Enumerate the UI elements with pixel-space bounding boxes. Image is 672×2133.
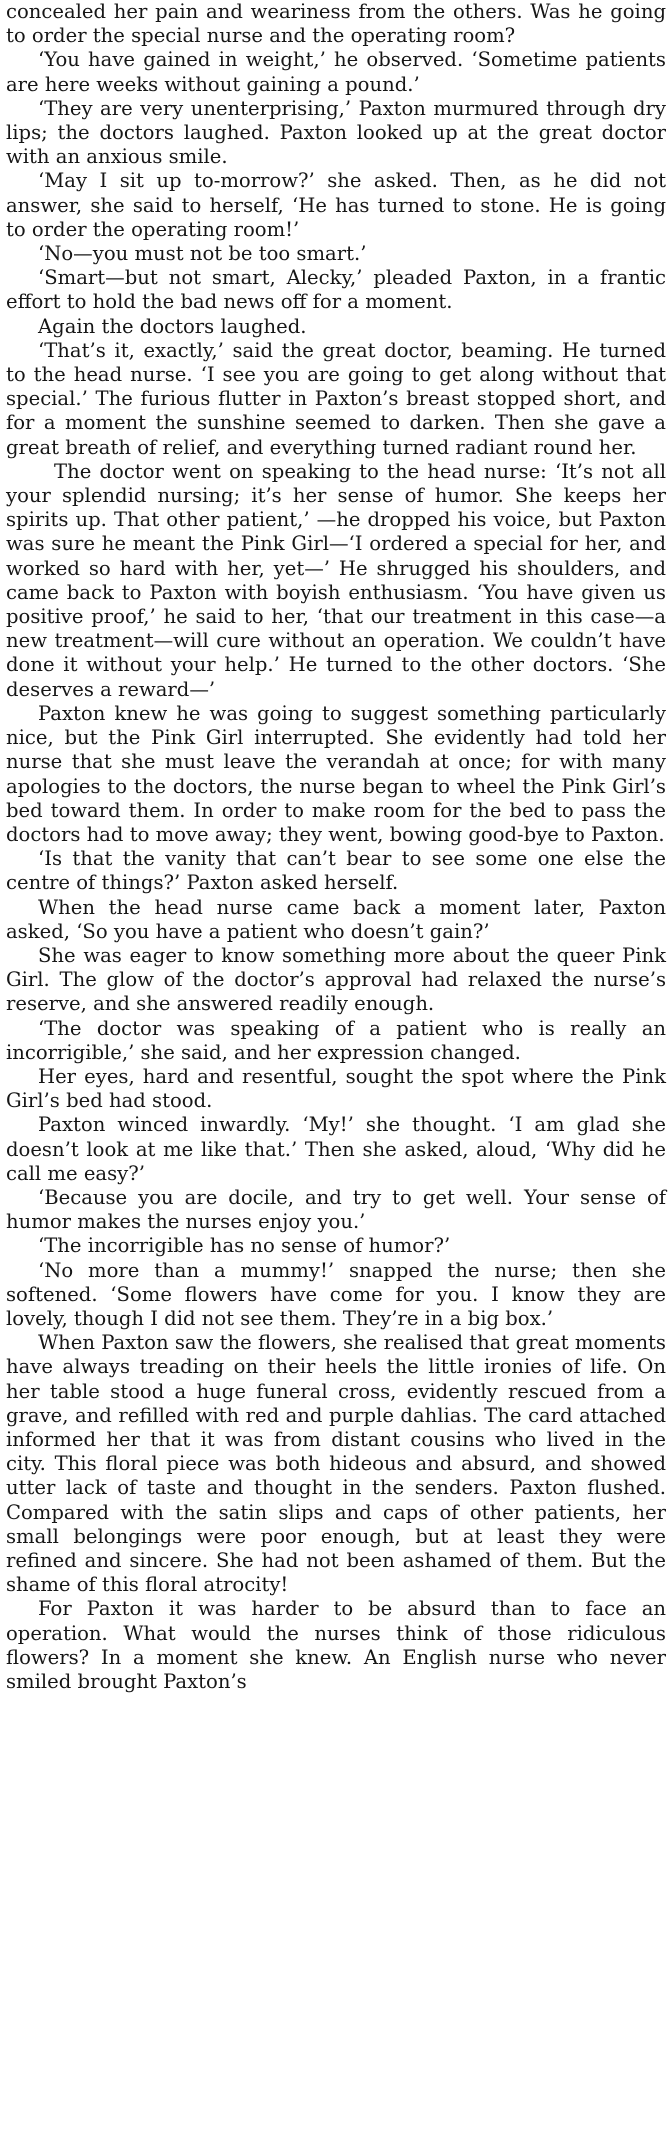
- paragraph: ‘Is that the vanity that can’t bear to see some one else the centre of things?’ Paxton asked herself.: [6, 847, 666, 895]
- paragraph: ‘May I sit up to-morrow?’ she asked. Then, as he did not answer, she said to herself, ‘He has turned to stone. He is going to order the operating room!’: [6, 169, 666, 241]
- paragraph: When the head nurse came back a moment later, Paxton asked, ‘So you have a patient who doesn’t gain?’: [6, 895, 666, 943]
- paragraph: ‘The incorrigible has no sense of humor?’: [38, 1234, 451, 1258]
- paragraph: Paxton winced inwardly. ‘My!’ she thought. ‘I am glad she doesn’t look at me like that.’ Then she asked, aloud, ‘Why did he call me easy?’: [6, 1113, 666, 1185]
- paragraph: ‘Because you are docile, and try to get well. Your sense of humor makes the nurses enjoy you.’: [6, 1185, 666, 1234]
- paragraph: ‘No—you must not be too smart.’: [38, 242, 367, 266]
- paragraph: ‘Smart—but not smart, Alecky,’ pleaded Paxton, in a frantic effort to hold the bad news off for a moment.: [6, 266, 666, 314]
- paragraph: For Paxton it was harder to be absurd than to face an operation. What would the nurses think of those ridiculous flowers? In a moment she knew. An English nurse who never smiled brought Paxton’s: [6, 1597, 666, 1694]
- paragraph: She was eager to know something more about the queer Pink Girl. The glow of the doctor’s approval had relaxed the nurse’s reserve, and she answered readily enough.: [6, 943, 666, 1016]
- paragraph: concealed her pain and weariness from the others. Was he going to order the special nurse and the operating room?: [6, 0, 666, 48]
- paragraph: ‘The doctor was speaking of a patient who is really an incorrigible,’ she said, and her expression changed.: [6, 1016, 666, 1064]
- paragraph: ‘No more than a mummy!’ snapped the nurse; then she softened. ‘Some flowers have come for you. I know they are lovely, though I did not see them. They’re in a big box.’: [6, 1258, 666, 1330]
- paragraph: Again the doctors laughed.: [38, 314, 307, 338]
- paragraph: When Paxton saw the flowers, she realised that great moments have always treading on their heels the little ironies of life. On her table stood a huge funeral cross, evidently rescued from a grave, and refilled with red and purple dahlias. The card attached informed her that it was from distant cousins who lived in the city. This floral piece was both hideous and absurd, and showed utter lack of taste and thought in the senders. Paxton flushed. Compared with the satin slips and caps of other patients, her small belongings were poor enough, but at least they were refined and sincere. She had not been ashamed of them. But the shame of this floral atrocity!: [6, 1331, 666, 1597]
- paragraph: Paxton knew he was going to suggest something particularly nice, but the Pink Girl interrupted. She evidently had told her nurse that she must leave the verandah at once; for with many apologies to the doctors, the nurse began to wheel the Pink Girl’s bed toward them. In order to make room for the bed to pass the doctors had to move away; they went, bowing good-bye to Paxton.: [6, 701, 666, 846]
- paragraph: ‘They are very unenterprising,’ Paxton murmured through dry lips; the doctors laughed. Paxton looked up at the great doctor with an anxious smile.: [6, 96, 666, 169]
- paragraph: ‘You have gained in weight,’ he observed. ‘Sometime patients are here weeks without gaining a pound.’: [6, 48, 666, 96]
- paragraph: The doctor went on speaking to the head nurse: ‘It’s not all your splendid nursing; it’s her sense of humor. She keeps her spirits up. That other patient,’ —he dropped his voice, but Paxton was sure he meant the Pink Girl—‘I ordered a special for her, and worked so hard with her, yet—’ He shrugged his shoulders, and came back to Paxton with boyish enthusiasm. ‘You have given us positive proof,’ he said to her, ‘that our treatment in this case—a new treatment—will cure without an operation. We couldn’t have done it without your help.’ He turned to the other doctors. ‘She deserves a reward—’: [6, 459, 666, 701]
- paragraph: Her eyes, hard and resentful, sought the spot where the Pink Girl’s bed had stood.: [6, 1064, 666, 1113]
- paragraph: ‘That’s it, exactly,’ said the great doctor, beaming. He turned to the head nurse. ‘I see you are going to get along without that special.’ The furious flutter in Paxton’s breast stopped short, and for a moment the sunshine seemed to darken. Then she gave a great breath of relief, and everything turned radiant round her.: [6, 338, 666, 459]
